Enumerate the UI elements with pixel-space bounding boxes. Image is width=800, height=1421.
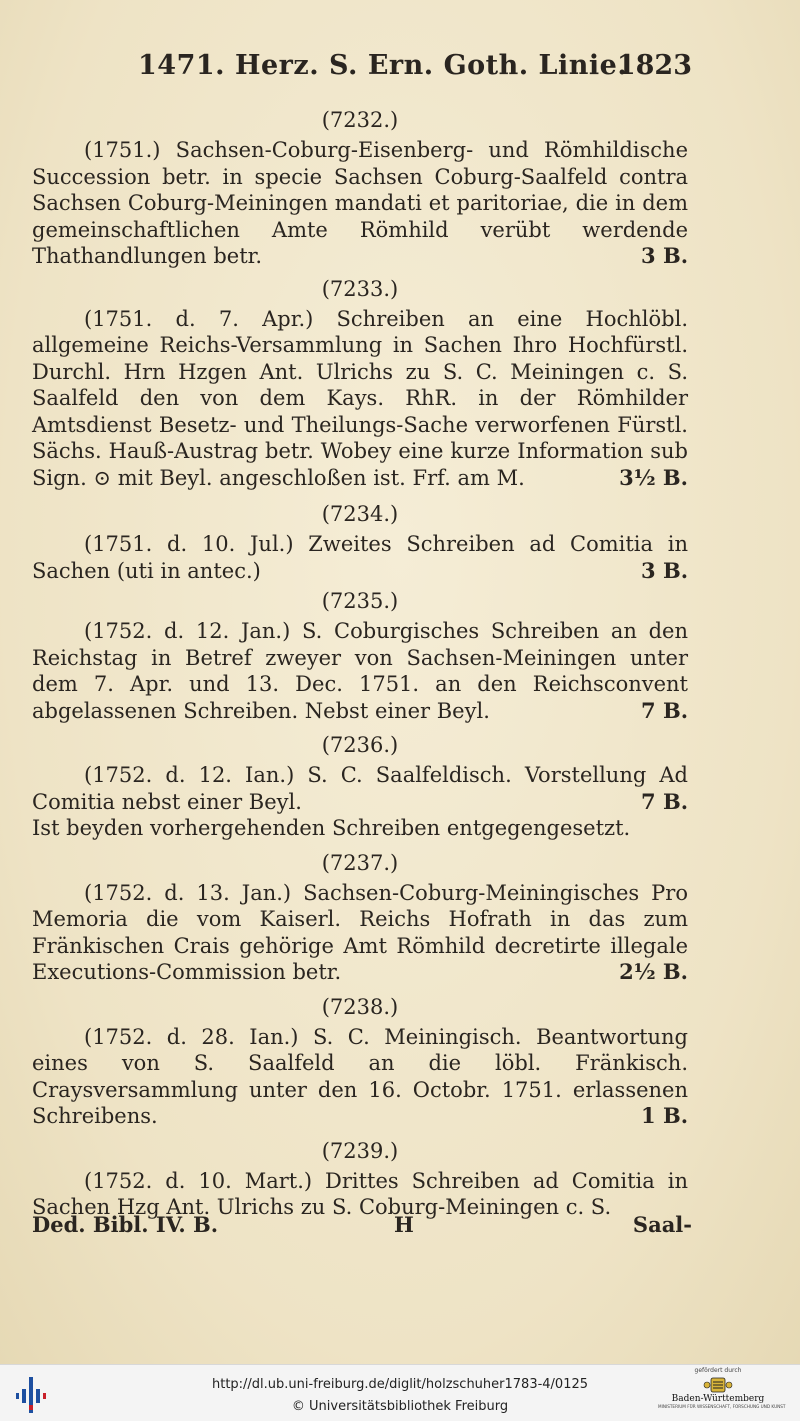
entry-number: (7239.)	[321, 1138, 399, 1163]
entry-text: (1751.) Sachsen-Coburg-Eisenberg- und Römhildische Succession betr. in specie Sachsen Coburg-Saalfeld contra Sachsen Coburg-Meiningen mandati et paritoriae, die in dem gemeinschaftlichen Amte Römhild verübt werdende Thathandlungen betr. 3 B.	[32, 138, 688, 268]
entry-measure: 3½ B.	[619, 464, 688, 490]
catchword: Saal-	[632, 1212, 692, 1237]
viewer-info-bar	[0, 1364, 800, 1421]
entry-number: (7232.)	[321, 108, 399, 132]
entry-text: (1751. d. 10. Jul.) Zweites Schreiben ad Comitia in Sachen (uti in antec.) 3 B.	[32, 532, 688, 583]
entry-number: (7234.)	[321, 502, 399, 526]
entry	[32, 274, 688, 492]
entry-number: (7235.)	[321, 589, 399, 613]
entry-number: (7238.)	[321, 994, 399, 1019]
funder-name: Baden-Württemberg	[671, 1394, 765, 1404]
entry	[32, 730, 688, 842]
entry	[32, 105, 688, 270]
entry	[32, 586, 688, 724]
entry-number: (7233.)	[321, 276, 399, 301]
entry-text: (1752. d. 28. Ian.) S. C. Meiningisch. Beantwortung eines von S. Saalfeld an die löbl. Fränkisch. Craysversammlung unter den 16. Octobr. 1751. erlassenen Schreibens. 1 B.	[32, 1024, 688, 1128]
entry-measure: 1 B.	[641, 1103, 688, 1128]
entry-text: (1752. d. 12. Jan.) S. Coburgisches Schreiben an den Reichstag in Betref zweyer von Sachsen-Meiningen unter dem 7. Apr. und 13. Dec. 1751. an den Reichsconvent abgelassenen Schreiben. Nebst einer Beyl. 7 B.	[32, 619, 688, 723]
entry-measure: 7 B.	[641, 697, 688, 723]
page-number: 1823	[616, 50, 692, 81]
entry-text: (1751. d. 7. Apr.) Schreiben an eine Hochlöbl. allgemeine Reichs-Versammlung in Sachen Ihro Hochfürstl. Durchl. Hrn Hzgen Ant. Ulrichs zu S. C. Meiningen c. S. Saalfeld den von dem Kays. RhR. in der Römhilder Amtsdienst Besetz- und Theilungs-Sache verworfenen Fürstl. Sächs. Hauß-Austrag betr. Wobey eine kurze Information sub Sign. ⊙ mit Beyl. angeschloßen ist. Frf. am M. 3½ B.	[32, 306, 688, 490]
entry-list	[32, 105, 688, 1221]
funded-by-label: gefördert durch	[694, 1367, 742, 1374]
entry-number: (7236.)	[321, 733, 399, 757]
entry	[32, 1136, 688, 1221]
entry-note: Ist beyden vorhergehenden Schreiben entgegengesetzt.	[32, 816, 631, 840]
page-footer	[32, 1212, 692, 1242]
gathering-mark: H	[394, 1212, 414, 1237]
copyright-notice: © Universitätsbibliothek Freiburg	[291, 1399, 509, 1414]
entry-text: (1752. d. 13. Jan.) Sachsen-Coburg-Meiningisches Pro Memoria die vom Kaiserl. Reichs Hofrath in das zum Fränkischen Crais gehörige Amt Römhild decretirte illegale Executions-Commission betr. 2½ B.	[32, 880, 688, 984]
entry	[32, 992, 688, 1130]
entry	[32, 499, 688, 584]
entry-measure: 2½ B.	[619, 959, 688, 984]
funder-logo	[658, 1365, 786, 1421]
entry-measure: 7 B.	[641, 788, 688, 814]
page-header	[138, 50, 692, 90]
entry-measure: 3 B.	[641, 557, 688, 583]
entry-number: (7237.)	[321, 850, 399, 875]
funder-ministry: MINISTERIUM FÜR WISSENSCHAFT, FORSCHUNG UND KUNST	[658, 1404, 786, 1409]
entry-text: (1752. d. 12. Ian.) S. C. Saalfeldisch. Vorstellung Ad Comitia nebst einer Beyl. 7 B.	[32, 763, 688, 814]
entry-text: (1752. d. 10. Mart.) Drittes Schreiben ad Comitia in Sachen Hzg Ant. Ulrichs zu S. Coburg-Meiningen c. S.	[32, 1168, 688, 1219]
signature-mark: Ded. Bibl. IV. B.	[32, 1212, 219, 1237]
entry-measure: 3 B.	[641, 243, 688, 268]
running-title: 1471. Herz. S. Ern. Goth. Linie.	[138, 50, 628, 81]
entry	[32, 848, 688, 986]
permalink-url[interactable]: http://dl.ub.uni-freiburg.de/diglit/holzschuher1783-4/0125	[211, 1377, 589, 1392]
coat-of-arms-icon	[703, 1376, 733, 1394]
